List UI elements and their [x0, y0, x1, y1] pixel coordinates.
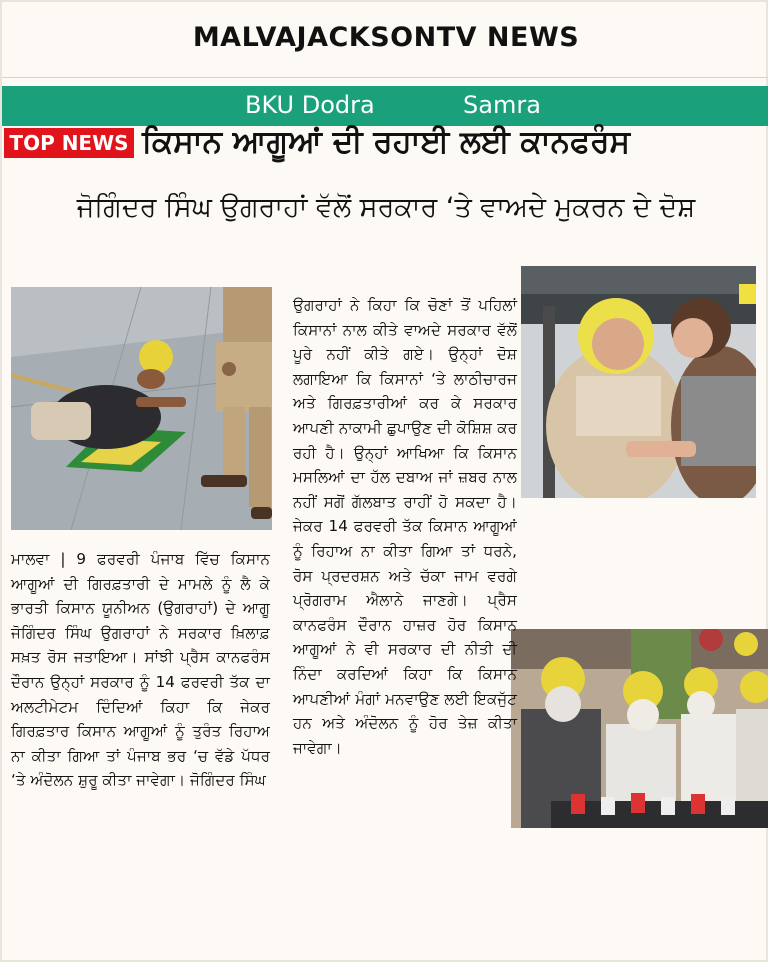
section-bar	[2, 86, 768, 126]
headline: ਕਿਸਾਨ ਆਗੂਆਂ ਦੀ ਰਹਾਈ ਲਈ ਕਾਨਫਰੰਸ	[142, 124, 631, 160]
photo-women-protest	[521, 266, 756, 498]
masthead-divider	[2, 77, 768, 78]
photo-protester-on-road	[11, 287, 272, 530]
article-column-2: ਉਗਰਾਹਾਂ ਨੇ ਕਿਹਾ ਕਿ ਚੋਣਾਂ ਤੋਂ ਪਹਿਲਾਂ ਕਿਸਾਨਾਂ ਨਾਲ ਕੀਤੇ ਵਾਅਦੇ ਸਰਕਾਰ ਵੱਲੋਂ ਪੂਰੇ ਨਹੀਂ ਕੀਤੇ ਗਏ। ਉਨ੍ਹਾਂ ਦੋਸ਼ ਲਗਾਇਆ ਕਿ ਕਿਸਾਨਾਂ ‘ਤੇ ਲਾਠੀਚਾਰਜ ਅਤੇ ਗਿਰਫ਼ਤਾਰੀਆਂ ਕਰ ਕੇ ਸਰਕਾਰ ਆਪਣੀ ਨਾਕਾਮੀ ਛੁਪਾਉਣ ਦੀ ਕੋਸ਼ਿਸ਼ ਕਰ ਰਹੀ ਹੈ। ਉਨ੍ਹਾਂ ਆਖਿਆ ਕਿ ਕਿਸਾਨ ਮਸਲਿਆਂ ਦਾ ਹੱਲ ਦਬਾਅ ਜਾਂ ਜ਼ਬਰ ਨਾਲ ਨਹੀਂ ਸਗੋਂ ਗੱਲਬਾਤ ਰਾਹੀਂ ਹੋ ਸਕਦਾ ਹੈ। ਜੇਕਰ 14 ਫਰਵਰੀ ਤੱਕ ਕਿਸਾਨ ਆਗੂਆਂ ਨੂੰ ਰਿਹਾਅ ਨਾ ਕੀਤਾ ਗਿਆ ਤਾਂ ਧਰਨੇ, ਰੋਸ ਪ੍ਰਦਰਸ਼ਨ ਅਤੇ ਚੱਕਾ ਜਾਮ ਵਰਗੇ ਪ੍ਰੋਗਰਾਮ ਐਲਾਨੇ ਜਾਣਗੇ। ਪ੍ਰੈਸ ਕਾਨਫਰੰਸ ਦੌਰਾਨ ਹਾਜ਼ਰ ਹੋਰ ਕਿਸਾਨ ਆਗੂਆਂ ਨੇ ਵੀ ਸਰਕਾਰ ਦੀ ਨੀਤੀ ਦੀ ਨਿੰਦਾ ਕਰਦਿਆਂ ਕਿਹਾ ਕਿ ਕਿਸਾਨ ਆਪਣੀਆਂ ਮੰਗਾਂ ਮਨਵਾਉਣ ਲਈ ਇਕਜੁੱਟ ਹਨ ਅਤੇ ਅੰਦੋਲਨ ਨੂੰ ਹੋਰ ਤੇਜ਼ ਕੀਤਾ ਜਾਵੇਗਾ।	[293, 296, 517, 757]
article-column-1: ਮਾਲਵਾ | 9 ਫਰਵਰੀ ਪੰਜਾਬ ਵਿੱਚ ਕਿਸਾਨ ਆਗੂਆਂ ਦੀ ਗਿਰਫ਼ਤਾਰੀ ਦੇ ਮਾਮਲੇ ਨੂੰ ਲੈ ਕੇ ਭਾਰਤੀ ਕਿਸਾਨ ਯੂਨੀਅਨ (ਉਗਰਾਹਾਂ) ਦੇ ਆਗੂ ਜੋਗਿੰਦਰ ਸਿੰਘ ਉਗਰਾਹਾਂ ਨੇ ਸਰਕਾਰ ਖ਼ਿਲਾਫ਼ ਸਖ਼ਤ ਰੋਸ ਜਤਾਇਆ। ਸਾਂਝੀ ਪ੍ਰੈਸ ਕਾਨਫਰੰਸ ਦੌਰਾਨ ਉਨ੍ਹਾਂ ਸਰਕਾਰ ਨੂੰ 14 ਫਰਵਰੀ ਤੱਕ ਦਾ ਅਲਟੀਮੇਟਮ ਦਿੰਦਿਆਂ ਕਿਹਾ ਕਿ ਜੇਕਰ ਗਿਰਫ਼ਤਾਰ ਕਿਸਾਨ ਆਗੂਆਂ ਨੂੰ ਤੁਰੰਤ ਰਿਹਾਅ ਨਾ ਕੀਤਾ ਗਿਆ ਤਾਂ ਪੰਜਾਬ ਭਰ ‘ਚ ਵੱਡੇ ਪੱਧਰ ‘ਤੇ ਅੰਦੋਲਨ ਸ਼ੁਰੂ ਕੀਤਾ ਜਾਵੇਗਾ। ਜੋਗਿੰਦਰ ਸਿੰਘ	[11, 550, 270, 790]
subheadline: ਜੋਗਿੰਦਰ ਸਿੰਘ ਉਗਰਾਹਾਂ ਵੱਲੋਂ ਸਰਕਾਰ ‘ਤੇ ਵਾਅਦੇ ਮੁਕਰਨ ਦੇ ਦੋਸ਼	[76, 192, 696, 223]
photo-press-conference	[511, 629, 768, 828]
section-bar-left: BKU Dodra	[245, 91, 375, 119]
masthead: MALVAJACKSONTV NEWS	[192, 22, 580, 53]
top-news-badge: TOP NEWS	[4, 128, 134, 158]
section-bar-right: Samra	[463, 91, 541, 119]
